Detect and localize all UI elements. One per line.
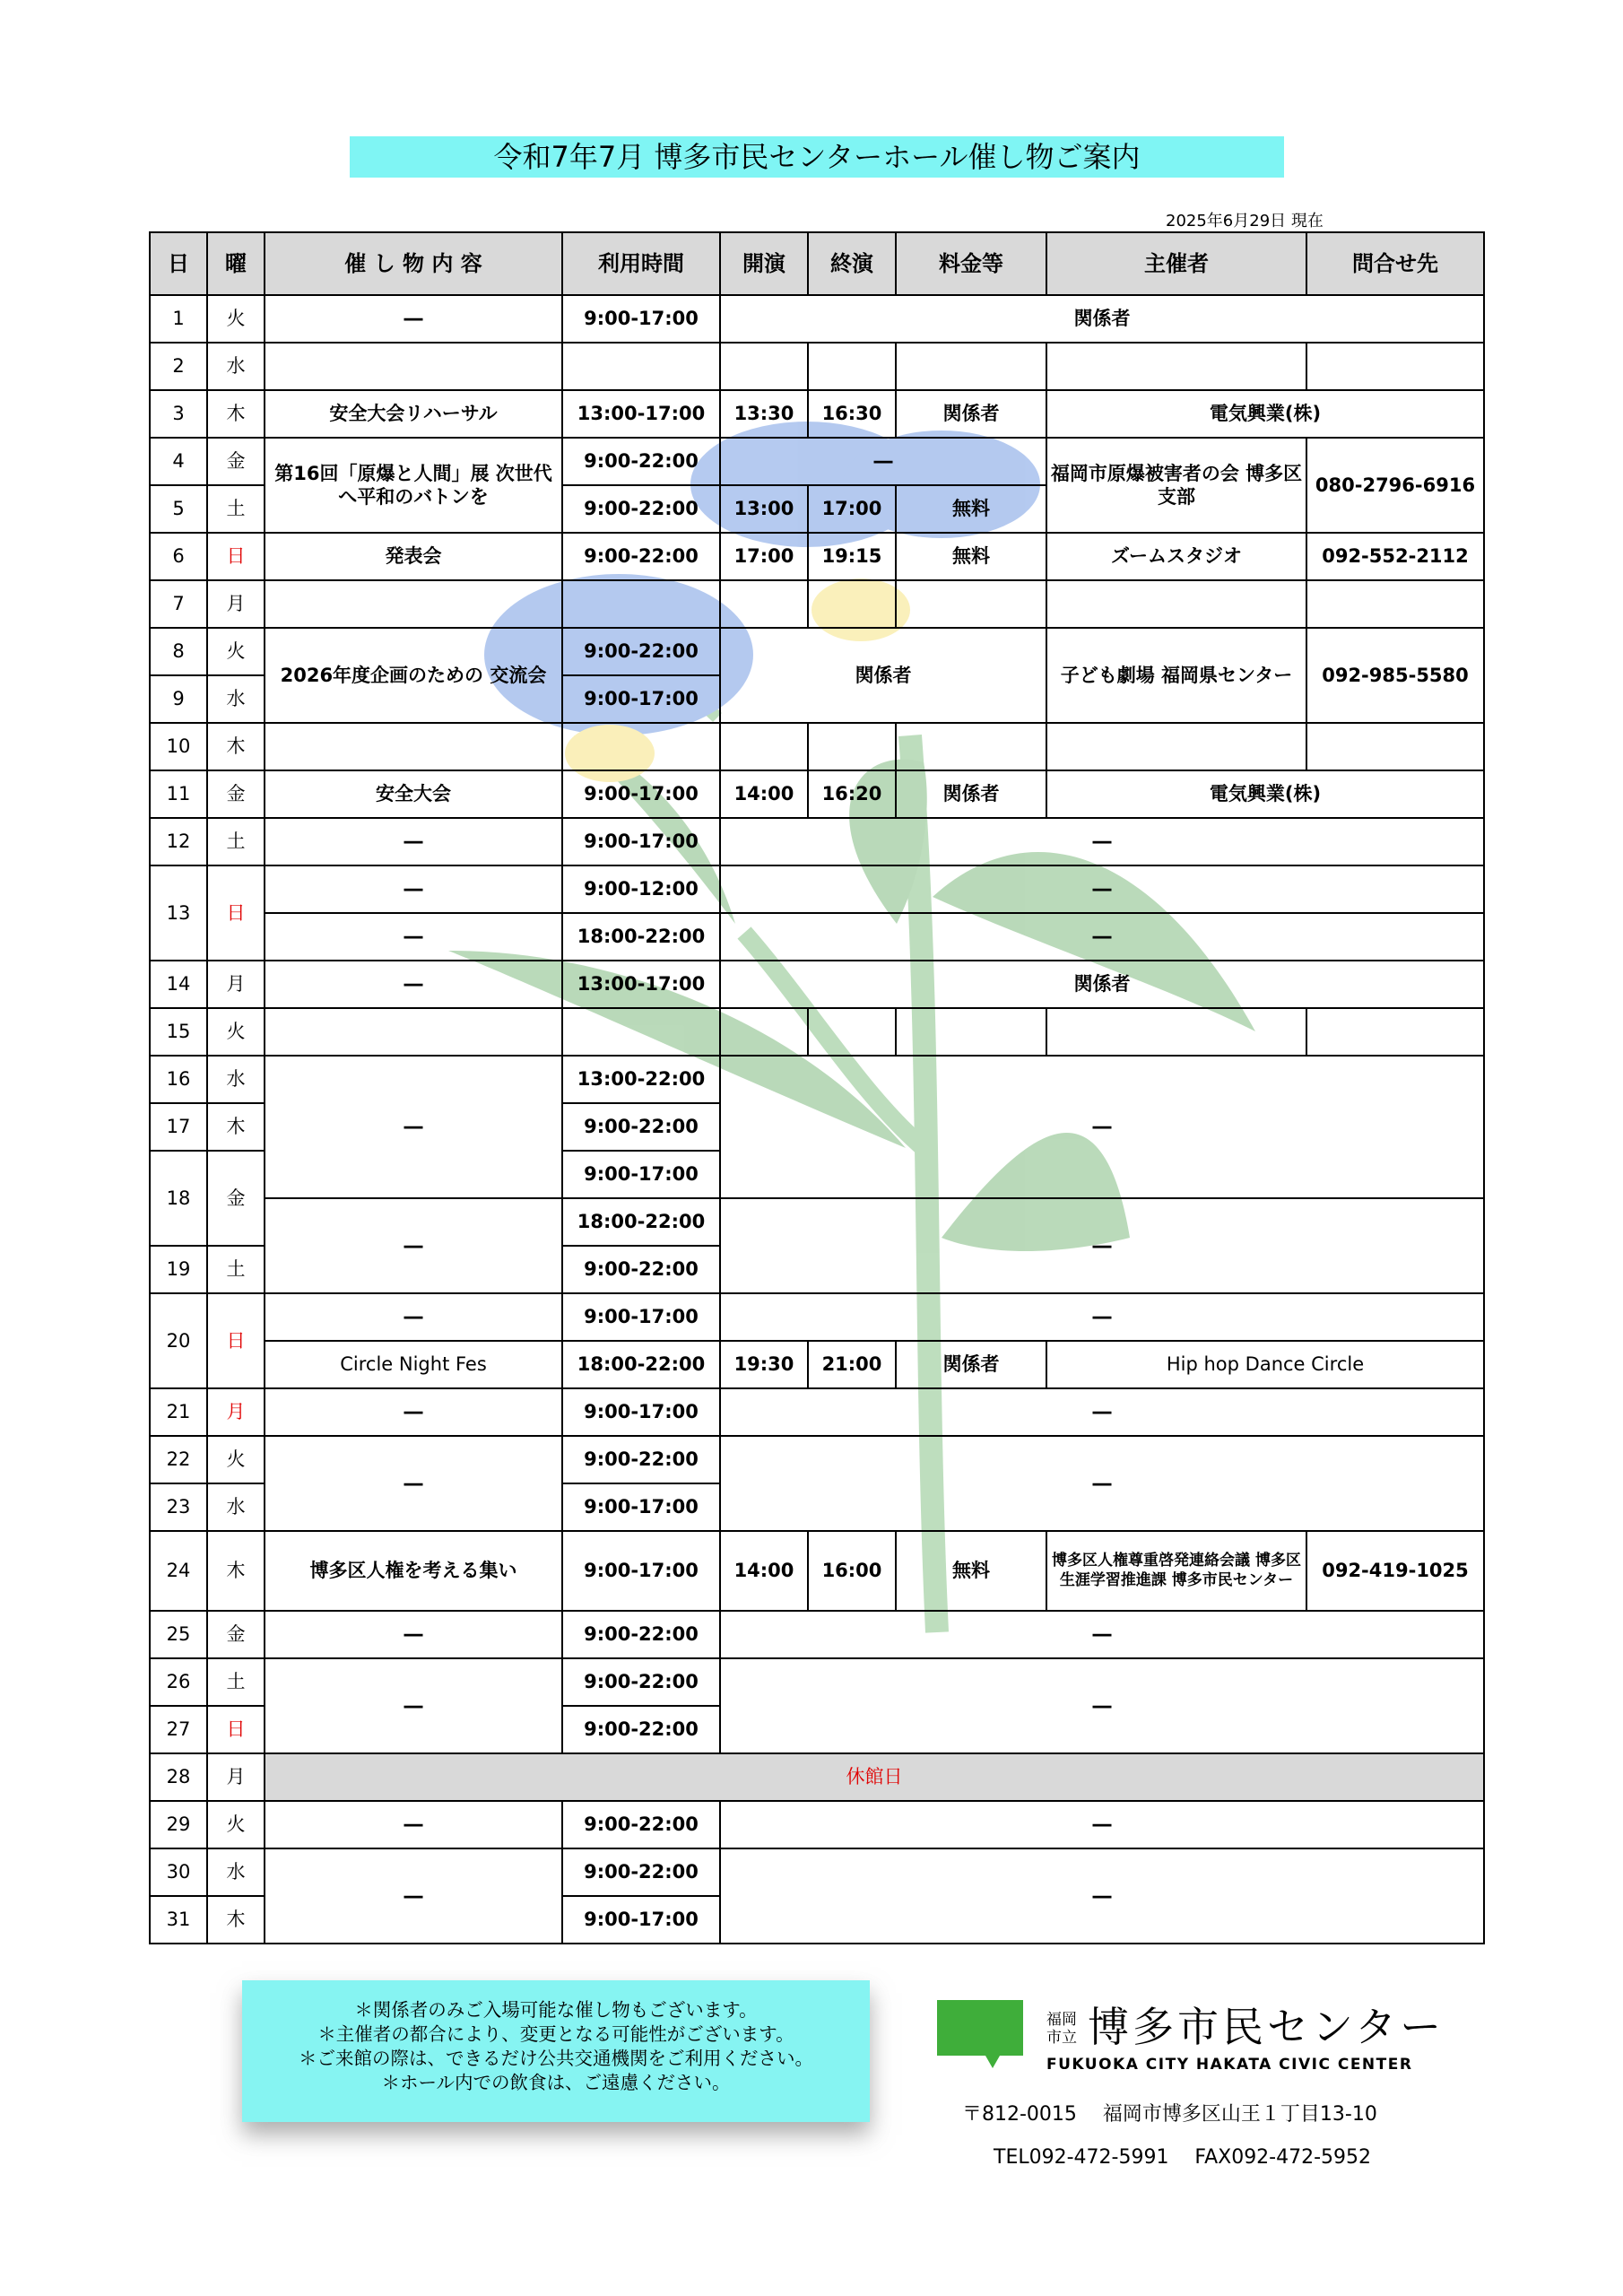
day-cell: 19 <box>150 1246 207 1293</box>
contact-cell: 092-985-5580 <box>1306 628 1484 723</box>
weekday-cell: 水 <box>207 1056 265 1103</box>
contact-cell: 092-419-1025 <box>1306 1531 1484 1611</box>
table-row <box>150 818 1484 865</box>
table-row <box>150 1531 1484 1611</box>
weekday-cell: 日 <box>207 1706 265 1753</box>
time-cell: 9:00-17:00 <box>562 1531 720 1611</box>
weekday-cell: 木 <box>207 1531 265 1611</box>
time-cell: 9:00-22:00 <box>562 1658 720 1706</box>
table-row <box>150 533 1484 580</box>
table-row <box>150 580 1484 628</box>
open-cell: 13:00 <box>720 485 808 533</box>
weekday-cell: 水 <box>207 1848 265 1896</box>
weekday-cell: 月 <box>207 1753 265 1801</box>
col-header-weekday: 曜 <box>207 232 265 295</box>
col-header-close: 終演 <box>808 232 896 295</box>
weekday-cell: 金 <box>207 770 265 818</box>
time-cell <box>562 580 720 628</box>
event-cell: ― <box>265 1388 562 1436</box>
notice-line: ＊ご来館の際は、できるだけ公共交通機関をご利用ください。 <box>299 2048 813 2069</box>
weekday-cell: 日 <box>207 865 265 961</box>
table-row <box>150 1611 1484 1658</box>
close-cell: 16:00 <box>808 1531 896 1611</box>
day-cell: 6 <box>150 533 207 580</box>
day-cell: 5 <box>150 485 207 533</box>
col-header-event: 催 し 物 内 容 <box>265 232 562 295</box>
time-cell: 9:00-22:00 <box>562 1246 720 1293</box>
event-cell: ― <box>265 1801 562 1848</box>
fee-cell: 関係者 <box>896 1341 1046 1388</box>
open-cell <box>720 580 808 628</box>
event-cell: ― <box>265 295 562 343</box>
table-row <box>150 438 1484 485</box>
table-row <box>150 390 1484 438</box>
event-cell: ― <box>265 1198 562 1293</box>
notice-line: ＊関係者のみご入場可能な催し物もございます。 <box>354 1999 758 2021</box>
col-header-time: 利用時間 <box>562 232 720 295</box>
day-cell: 28 <box>150 1753 207 1801</box>
table-row <box>150 865 1484 913</box>
table-row <box>150 1658 1484 1706</box>
weekday-cell: 土 <box>207 485 265 533</box>
time-cell: 18:00-22:00 <box>562 1341 720 1388</box>
weekday-cell: 木 <box>207 723 265 770</box>
weekday-cell: 火 <box>207 628 265 675</box>
logo-name: 博多市民センター <box>1088 2003 1445 2051</box>
table-row <box>150 1848 1484 1896</box>
time-cell: 9:00-22:00 <box>562 1801 720 1848</box>
col-header-open: 開演 <box>720 232 808 295</box>
notice-box <box>242 1980 870 2122</box>
day-cell: 13 <box>150 865 207 961</box>
organizer-cell: 福岡市原爆被害者の会 博多区支部 <box>1046 438 1306 533</box>
time-cell: 13:00-22:00 <box>562 1056 720 1103</box>
weekday-cell: 土 <box>207 818 265 865</box>
weekday-cell: 月 <box>207 580 265 628</box>
open-close-cell: ― <box>720 438 1046 485</box>
day-cell: 8 <box>150 628 207 675</box>
event-cell: Circle Night Fes <box>265 1341 562 1388</box>
organizer-cell: 博多区人権尊重啓発連絡会議 博多区生涯学習推進課 博多市民センター <box>1046 1531 1306 1611</box>
fee-cell <box>896 343 1046 390</box>
time-cell: 9:00-17:00 <box>562 295 720 343</box>
day-cell: 23 <box>150 1483 207 1531</box>
time-cell: 9:00-17:00 <box>562 1388 720 1436</box>
event-cell: 安全大会 <box>265 770 562 818</box>
weekday-cell: 水 <box>207 1483 265 1531</box>
logo-english: FUKUOKA CITY HAKATA CIVIC CENTER <box>1046 2056 1413 2074</box>
logo-small-top: 福岡 <box>1046 2011 1077 2028</box>
page-title: 令和7年7月 博多市民センターホール催し物ご案内 <box>350 136 1284 178</box>
contact-cell <box>1306 580 1484 628</box>
fee-cell: 関係者 <box>896 390 1046 438</box>
day-cell: 25 <box>150 1611 207 1658</box>
day-cell: 12 <box>150 818 207 865</box>
weekday-cell: 月 <box>207 961 265 1008</box>
close-cell: 16:30 <box>808 390 896 438</box>
day-cell: 2 <box>150 343 207 390</box>
time-cell: 9:00-17:00 <box>562 675 720 723</box>
time-cell: 9:00-12:00 <box>562 865 720 913</box>
day-cell: 18 <box>150 1151 207 1246</box>
day-cell: 3 <box>150 390 207 438</box>
time-cell: 13:00-17:00 <box>562 390 720 438</box>
day-cell: 29 <box>150 1801 207 1848</box>
event-cell <box>265 343 562 390</box>
weekday-cell: 土 <box>207 1246 265 1293</box>
weekday-cell: 火 <box>207 1801 265 1848</box>
table-row <box>150 1293 1484 1341</box>
time-cell: 9:00-22:00 <box>562 1611 720 1658</box>
weekday-cell: 日 <box>207 533 265 580</box>
as-of-date: 2025年6月29日 現在 <box>1166 212 1324 230</box>
organizer-cell: ― <box>720 1801 1484 1848</box>
weekday-cell: 土 <box>207 1658 265 1706</box>
event-cell: 発表会 <box>265 533 562 580</box>
time-cell: 18:00-22:00 <box>562 1198 720 1246</box>
weekday-cell: 火 <box>207 1008 265 1056</box>
organizer-cell: ― <box>720 865 1484 913</box>
close-cell <box>808 580 896 628</box>
table-header-row <box>150 232 1484 295</box>
close-cell: 17:00 <box>808 485 896 533</box>
event-cell: 安全大会リハーサル <box>265 390 562 438</box>
organizer-cell: ― <box>720 913 1484 961</box>
table-row <box>150 913 1484 961</box>
close-cell <box>808 723 896 770</box>
time-cell: 9:00-22:00 <box>562 628 720 675</box>
time-cell: 9:00-17:00 <box>562 1293 720 1341</box>
organizer-cell: 電気興業(株) <box>1046 390 1484 438</box>
time-cell <box>562 723 720 770</box>
organizer-cell: ― <box>720 1658 1484 1753</box>
weekday-cell: 金 <box>207 1611 265 1658</box>
col-header-day: 日 <box>150 232 207 295</box>
weekday-cell: 日 <box>207 1293 265 1388</box>
organizer-cell <box>1046 343 1306 390</box>
fee-cell: 無料 <box>896 1531 1046 1611</box>
weekday-cell: 火 <box>207 1436 265 1483</box>
table-row <box>150 295 1484 343</box>
close-cell: 19:15 <box>808 533 896 580</box>
weekday-cell: 木 <box>207 1896 265 1944</box>
fee-cell: 関係者 <box>896 770 1046 818</box>
time-cell: 9:00-22:00 <box>562 1436 720 1483</box>
fee-cell <box>896 723 1046 770</box>
open-cell: 14:00 <box>720 1531 808 1611</box>
event-cell <box>265 723 562 770</box>
organizer-cell: ズームスタジオ <box>1046 533 1306 580</box>
table-row <box>150 1056 1484 1103</box>
day-cell: 21 <box>150 1388 207 1436</box>
table-row <box>150 770 1484 818</box>
logo-mark-icon <box>937 2000 1023 2068</box>
day-cell: 26 <box>150 1658 207 1706</box>
event-cell: ― <box>265 1848 562 1944</box>
col-header-organizer: 主催者 <box>1046 232 1306 295</box>
col-header-contact: 問合せ先 <box>1306 232 1484 295</box>
table-row <box>150 1341 1484 1388</box>
time-cell: 9:00-17:00 <box>562 1896 720 1944</box>
organizer-cell: ― <box>720 818 1484 865</box>
day-cell: 15 <box>150 1008 207 1056</box>
notice-line: ＊ホール内での飲食は、ご遠慮ください。 <box>381 2072 731 2093</box>
weekday-cell: 水 <box>207 343 265 390</box>
weekday-cell: 水 <box>207 675 265 723</box>
time-cell: 9:00-22:00 <box>562 1706 720 1753</box>
weekday-cell: 月 <box>207 1388 265 1436</box>
table-row <box>150 1436 1484 1483</box>
time-cell: 9:00-22:00 <box>562 485 720 533</box>
organizer-cell <box>1046 1008 1306 1056</box>
time-cell: 9:00-22:00 <box>562 1848 720 1896</box>
address: 〒812-0015 福岡市博多区山王１丁目13-10 <box>962 2103 1377 2126</box>
time-cell <box>562 1008 720 1056</box>
day-cell: 14 <box>150 961 207 1008</box>
day-cell: 30 <box>150 1848 207 1896</box>
open-cell: 17:00 <box>720 533 808 580</box>
day-cell: 31 <box>150 1896 207 1944</box>
organizer-cell: 電気興業(株) <box>1046 770 1484 818</box>
event-cell: 第16回「原爆と人間」展 次世代へ平和のバトンを <box>265 438 562 533</box>
time-cell: 9:00-17:00 <box>562 1483 720 1531</box>
fee-cell: 関係者 <box>720 628 1046 723</box>
contact-cell: 092-552-2112 <box>1306 533 1484 580</box>
table-row <box>150 628 1484 675</box>
day-cell: 9 <box>150 675 207 723</box>
day-cell: 16 <box>150 1056 207 1103</box>
closed-day-cell: 休館日 <box>265 1753 1484 1801</box>
organizer-cell <box>1046 580 1306 628</box>
notice-line: ＊主催者の都合により、変更となる可能性がございます。 <box>317 2023 794 2045</box>
event-cell: ― <box>265 865 562 913</box>
day-cell: 17 <box>150 1103 207 1151</box>
event-schedule-table <box>149 231 1485 1944</box>
logo-small-bottom: 市立 <box>1046 2029 1077 2046</box>
fee-cell <box>896 580 1046 628</box>
event-cell: ― <box>265 1436 562 1531</box>
event-cell: ― <box>265 961 562 1008</box>
close-cell: 21:00 <box>808 1341 896 1388</box>
close-cell <box>808 1008 896 1056</box>
day-cell: 4 <box>150 438 207 485</box>
organizer-cell: ― <box>720 1611 1484 1658</box>
col-header-fee: 料金等 <box>896 232 1046 295</box>
day-cell: 20 <box>150 1293 207 1388</box>
organizer-cell: ― <box>720 1198 1484 1293</box>
fee-cell: 無料 <box>896 485 1046 533</box>
organizer-cell: ― <box>720 1848 1484 1944</box>
table-row <box>150 1198 1484 1246</box>
fee-cell <box>896 1008 1046 1056</box>
close-cell: 16:20 <box>808 770 896 818</box>
day-cell: 10 <box>150 723 207 770</box>
open-cell <box>720 343 808 390</box>
day-cell: 7 <box>150 580 207 628</box>
open-cell: 14:00 <box>720 770 808 818</box>
organizer-cell: ― <box>720 1056 1484 1198</box>
open-cell <box>720 1008 808 1056</box>
event-cell: 2026年度企画のための 交流会 <box>265 628 562 723</box>
event-cell: ― <box>265 818 562 865</box>
day-cell: 27 <box>150 1706 207 1753</box>
table-row <box>150 343 1484 390</box>
organizer-cell: ― <box>720 1436 1484 1531</box>
table-row <box>150 1753 1484 1801</box>
contact-cell <box>1306 343 1484 390</box>
weekday-cell: 金 <box>207 438 265 485</box>
event-cell: ― <box>265 1658 562 1753</box>
organizer-cell: ― <box>720 1388 1484 1436</box>
organizer-cell <box>1046 723 1306 770</box>
table-row <box>150 1388 1484 1436</box>
organizer-cell: Hip hop Dance Circle <box>1046 1341 1484 1388</box>
contact-numbers: TEL092-472-5991 FAX092-472-5952 <box>994 2146 1372 2169</box>
time-cell <box>562 343 720 390</box>
table-row <box>150 1008 1484 1056</box>
day-cell: 22 <box>150 1436 207 1483</box>
event-cell: ― <box>265 1056 562 1198</box>
weekday-cell: 木 <box>207 390 265 438</box>
open-cell: 13:30 <box>720 390 808 438</box>
time-cell: 9:00-17:00 <box>562 1151 720 1198</box>
event-cell: ― <box>265 1611 562 1658</box>
contact-cell: 080-2796-6916 <box>1306 438 1484 533</box>
event-cell <box>265 1008 562 1056</box>
time-cell: 9:00-22:00 <box>562 1103 720 1151</box>
organizer-cell: 関係者 <box>720 961 1484 1008</box>
organizer-cell: 子ども劇場 福岡県センター <box>1046 628 1306 723</box>
event-cell <box>265 580 562 628</box>
table-row <box>150 1801 1484 1848</box>
day-cell: 1 <box>150 295 207 343</box>
time-cell: 9:00-22:00 <box>562 533 720 580</box>
day-cell: 11 <box>150 770 207 818</box>
organizer-cell: 関係者 <box>720 295 1484 343</box>
weekday-cell: 火 <box>207 295 265 343</box>
day-cell: 24 <box>150 1531 207 1611</box>
fee-cell: 無料 <box>896 533 1046 580</box>
center-logo <box>937 1993 1457 2083</box>
contact-cell <box>1306 1008 1484 1056</box>
time-cell: 18:00-22:00 <box>562 913 720 961</box>
weekday-cell: 木 <box>207 1103 265 1151</box>
contact-cell <box>1306 723 1484 770</box>
table-row <box>150 723 1484 770</box>
event-cell: 博多区人権を考える集い <box>265 1531 562 1611</box>
organizer-cell: ― <box>720 1293 1484 1341</box>
time-cell: 13:00-17:00 <box>562 961 720 1008</box>
weekday-cell: 金 <box>207 1151 265 1246</box>
close-cell <box>808 343 896 390</box>
time-cell: 9:00-17:00 <box>562 818 720 865</box>
open-cell: 19:30 <box>720 1341 808 1388</box>
time-cell: 9:00-17:00 <box>562 770 720 818</box>
time-cell: 9:00-22:00 <box>562 438 720 485</box>
table-row <box>150 961 1484 1008</box>
event-cell: ― <box>265 1293 562 1341</box>
event-cell: ― <box>265 913 562 961</box>
open-cell <box>720 723 808 770</box>
